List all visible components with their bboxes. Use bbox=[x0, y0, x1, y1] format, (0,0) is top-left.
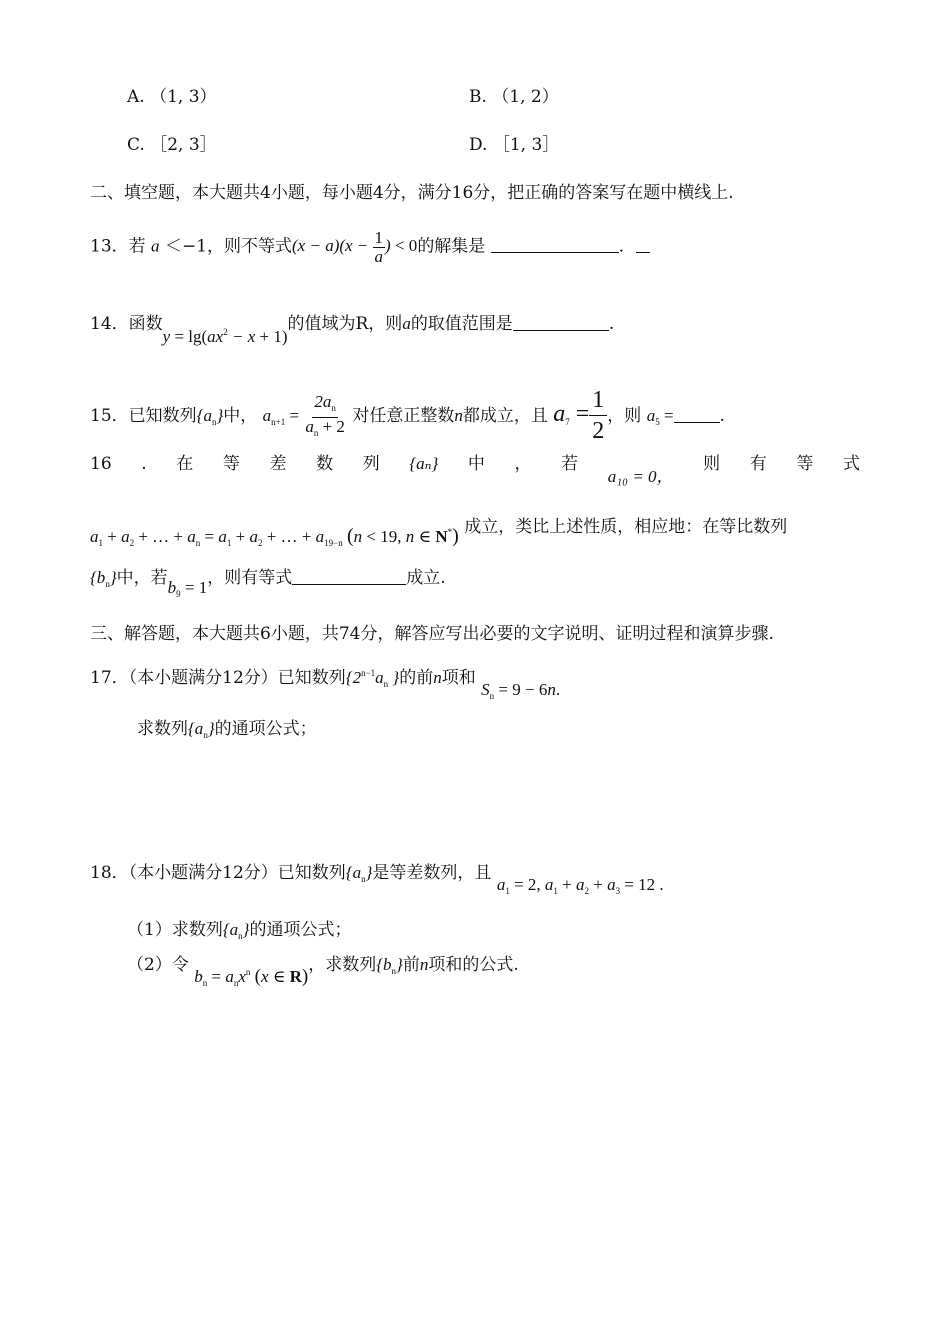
section3-heading: 三、解答题，本大题共6小题，共74分，解答应写出必要的文字说明、证明过程和演算步骤. bbox=[90, 624, 774, 644]
choice-c: C. ［2, 3］ bbox=[127, 135, 217, 155]
question-16-line1: 16 . 在 等 差 数 列 {aₙ} 中 ， 若 a₁₀ = 0， 则 有 等 式 bbox=[90, 454, 860, 486]
q15-recurrence: $a_{n+1}$ = $\frac{2a_n}{a_n + 2}$ bbox=[262, 391, 345, 438]
question-16-line2: $a_1 + a_2$ + … + $a_n = a_1 + a_2$ + … + $a_{19-n}$ (n < 19, n ∈ N*) 成立，类比上述性质，相应地：在等比数列 bbox=[90, 517, 788, 548]
q18-conditions: $a_1 = 2$, $a_1 + a_2 + a_3 = 12$ . bbox=[496, 875, 664, 896]
q16-number: 16 bbox=[90, 454, 112, 474]
q15-answer-blank[interactable] bbox=[674, 404, 720, 423]
question-16-line3: $\{b_n\}$中，若$b_9 = 1$，则有等式 成立. bbox=[90, 568, 446, 599]
q14-answer-blank[interactable] bbox=[513, 312, 609, 331]
question-17: 17．（本小题满分12分）已知数列{$2^{n-1}a_n$ }的前n项和 $S_n = 9 - 6n$. bbox=[90, 668, 561, 701]
choice-b: B. （1, 2） bbox=[469, 87, 559, 107]
question-18: 18．（本小题满分12分）已知数列$\{a_n\}$是等差数列，且 $a_1 = 2$, $a_1 + a_2 + a_3 = 12$ . bbox=[90, 863, 664, 896]
q16-identity: $a_1 + a_2$ + … + $a_n = a_1 + a_2$ + … + $a_{19-n}$ (n < 19, n ∈ N*) bbox=[90, 525, 459, 548]
q18-number: 18． bbox=[90, 863, 129, 883]
section2-heading: 二、填空题，本大题共4小题，每小题4分，满分16分，把正确的答案写在题中横线上. bbox=[90, 183, 734, 203]
question-13: 13．若 a ＜−1，则不等式(x − a)(x − $\frac{1}{a}$ ) < 0的解集是 ． bbox=[90, 229, 650, 266]
q17-number: 17． bbox=[90, 668, 129, 688]
q16-b9: $b_9 = 1$ bbox=[167, 578, 208, 599]
question-18-part2: （2）令 $b_n = a_nx^n$ (x ∈ R)，求数列$\{b_n\}$前n项和的公式. bbox=[127, 955, 519, 988]
q15-a7: $a_7$ = $\frac{1}{2}$ bbox=[553, 401, 607, 427]
question-14: 14．函数$y = \lg(ax^2 - x + 1)$的值域为R，则a的取值范围是 . bbox=[90, 314, 615, 346]
question-15: 15．已知数列$\{a_n\}$中， $a_{n+1}$ = $\frac{2a_n}{a_n + 2}$ 对任意正整数n都成立，且 $a_7$ = $\frac{1}{2}$ ，则 $a_5$ = . bbox=[90, 387, 725, 444]
q16-answer-blank[interactable] bbox=[292, 566, 406, 585]
q13-answer-blank[interactable] bbox=[491, 234, 619, 253]
question-18-part1: （1）求数列$\{a_n\}$的通项公式； bbox=[127, 920, 352, 941]
choice-d: D. ［1, 3］ bbox=[469, 135, 560, 155]
question-17-sub: 求数列$\{a_n\}$的通项公式； bbox=[137, 719, 317, 740]
q14-function: $y = \lg(ax^2 - x + 1)$ bbox=[162, 327, 288, 346]
q13-number: 13． bbox=[90, 236, 129, 257]
q17-sum: $S_n = 9 - 6n$. bbox=[481, 680, 561, 701]
choice-a: A. （1, 3） bbox=[127, 87, 217, 107]
q13-inequality: (x − a)(x − $\frac{1}{a}$ ) < 0 bbox=[292, 228, 418, 266]
q18-bn-def: $b_n = a_nx^n$ (x ∈ R) bbox=[194, 966, 309, 988]
q15-number: 15． bbox=[90, 406, 129, 427]
q14-number: 14． bbox=[90, 314, 129, 334]
